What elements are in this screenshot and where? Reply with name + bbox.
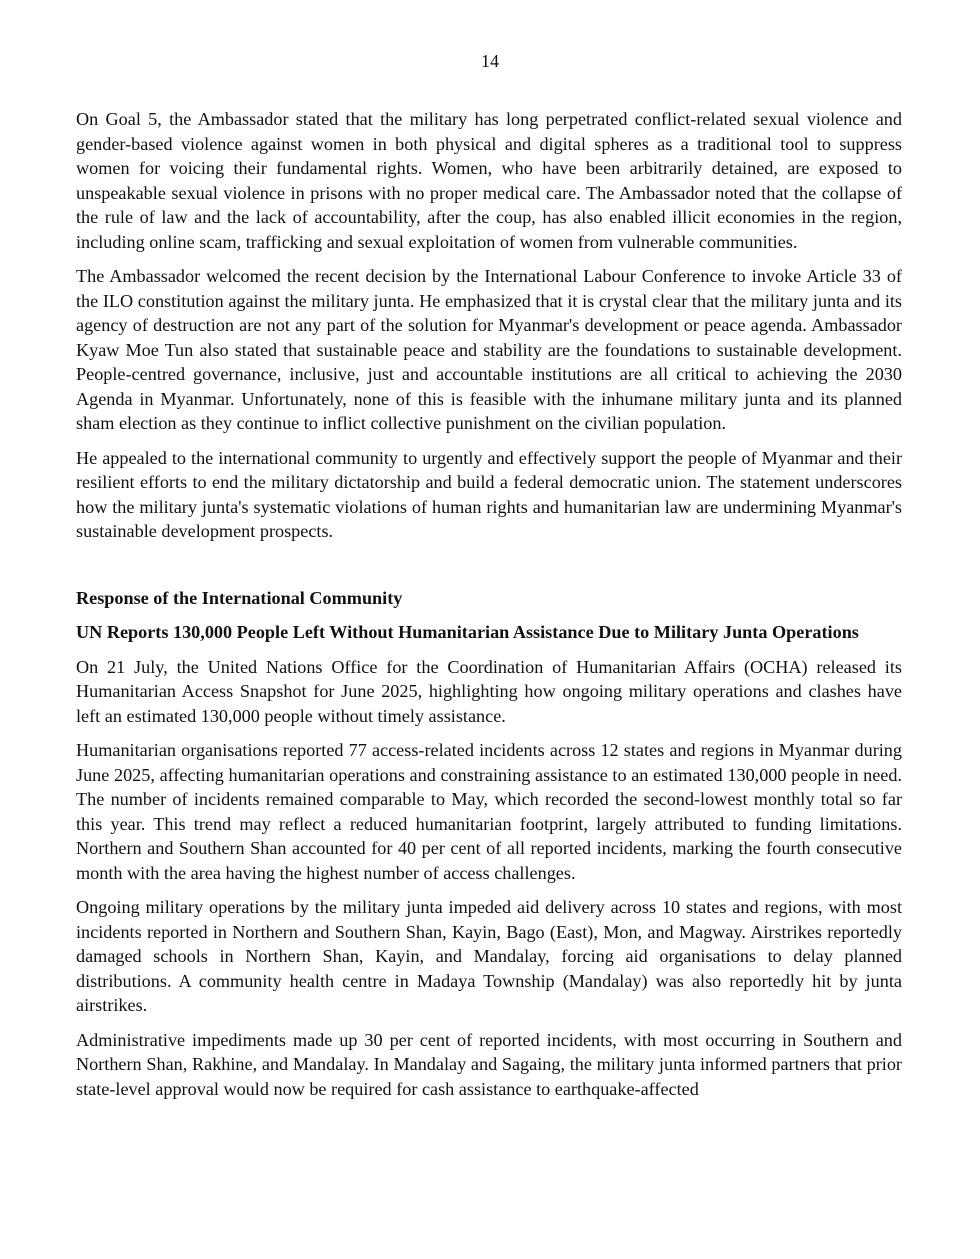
page-number: 14 xyxy=(481,51,499,71)
page-content xyxy=(76,107,902,1111)
paragraph-ilo-conference: The Ambassador welcomed the recent decision by the International Labour Conference to invoke Article 33 of the ILO constitution against the military junta. He emphasized that it is crystal clear that the military junta and its agency of destruction are not any part of the solution for Myanmar's development or peace agenda. Ambassador Kyaw Moe Tun also stated that sustainable peace and stability are the foundations to sustainable development. People-centred governance, inclusive, just and accountable institutions are all critical to achieving the 2030 Agenda in Myanmar. Unfortunately, none of this is feasible with the inhumane military junta and its planned sham election as they continue to inflict collective punishment on the civilian population. xyxy=(76,266,902,433)
paragraph-access-incidents: Humanitarian organisations reported 77 access-related incidents across 12 states and regions in Myanmar during June 2025, affecting humanitarian operations and constraining assistance to an estimated 130,000 people in need. The number of incidents remained comparable to May, which recorded the second-lowest monthly total so far this year. This trend may reflect a reduced humanitarian footprint, largely attributed to funding limitations. Northern and Southern Shan accounted for 40 per cent of all reported incidents, marking the fourth consecutive month with the area having the highest number of access challenges. xyxy=(76,740,902,883)
paragraph-military-operations: Ongoing military operations by the military junta impeded aid delivery across 10 states and regions, with most incidents reported in Northern and Southern Shan, Kayin, Bago (East), Mon, and Magway. Airstrikes reportedly damaged schools in Northern Shan, Kayin, and Mandalay, forcing aid organisations to delay planned distributions. A community health centre in Madaya Township (Mandalay) was also reportedly hit by junta airstrikes. xyxy=(76,897,902,1015)
paragraph-ocha-snapshot: On 21 July, the United Nations Office for the Coordination of Humanitarian Affairs (OCHA) released its Humanitarian Access Snapshot for June 2025, highlighting how ongoing military operations and clashes have left an estimated 130,000 people without timely assistance. xyxy=(76,656,902,726)
section-heading: Response of the International Community xyxy=(76,587,403,608)
section-spacer xyxy=(76,554,902,586)
paragraph-appeal: He appealed to the international community to urgently and effectively support the people of Myanmar and their resilient efforts to end the military dictatorship and build a federal democratic union. The statement underscores how the military junta's systematic violations of human rights and humanitarian law are undermining Myanmar's sustainable development prospects. xyxy=(76,447,902,541)
paragraph-administrative-impediments: Administrative impediments made up 30 per cent of reported incidents, with most occurring in Southern and Northern Shan, Rakhine, and Mandalay. In Mandalay and Sagaing, the military junta informed partners that prior state-level approval would now be required for cash assistance to earthquake-affected xyxy=(76,1029,902,1099)
paragraph-goal5: On Goal 5, the Ambassador stated that the military has long perpetrated conflict-related sexual violence and gender-based violence against women in both physical and digital spheres as a traditional tool to suppress women for voicing their fundamental rights. Women, who have been arbitrarily detained, are exposed to unspeakable sexual violence in prisons with no proper medical care. The Ambassador noted that the collapse of the rule of law and the lack of accountability, after the coup, has also enabled illicit economies in the region, including online scam, trafficking and sexual exploitation of women from vulnerable communities. xyxy=(76,109,902,252)
article-heading: UN Reports 130,000 People Left Without Humanitarian Assistance Due to Military Junta Operations xyxy=(76,622,859,642)
